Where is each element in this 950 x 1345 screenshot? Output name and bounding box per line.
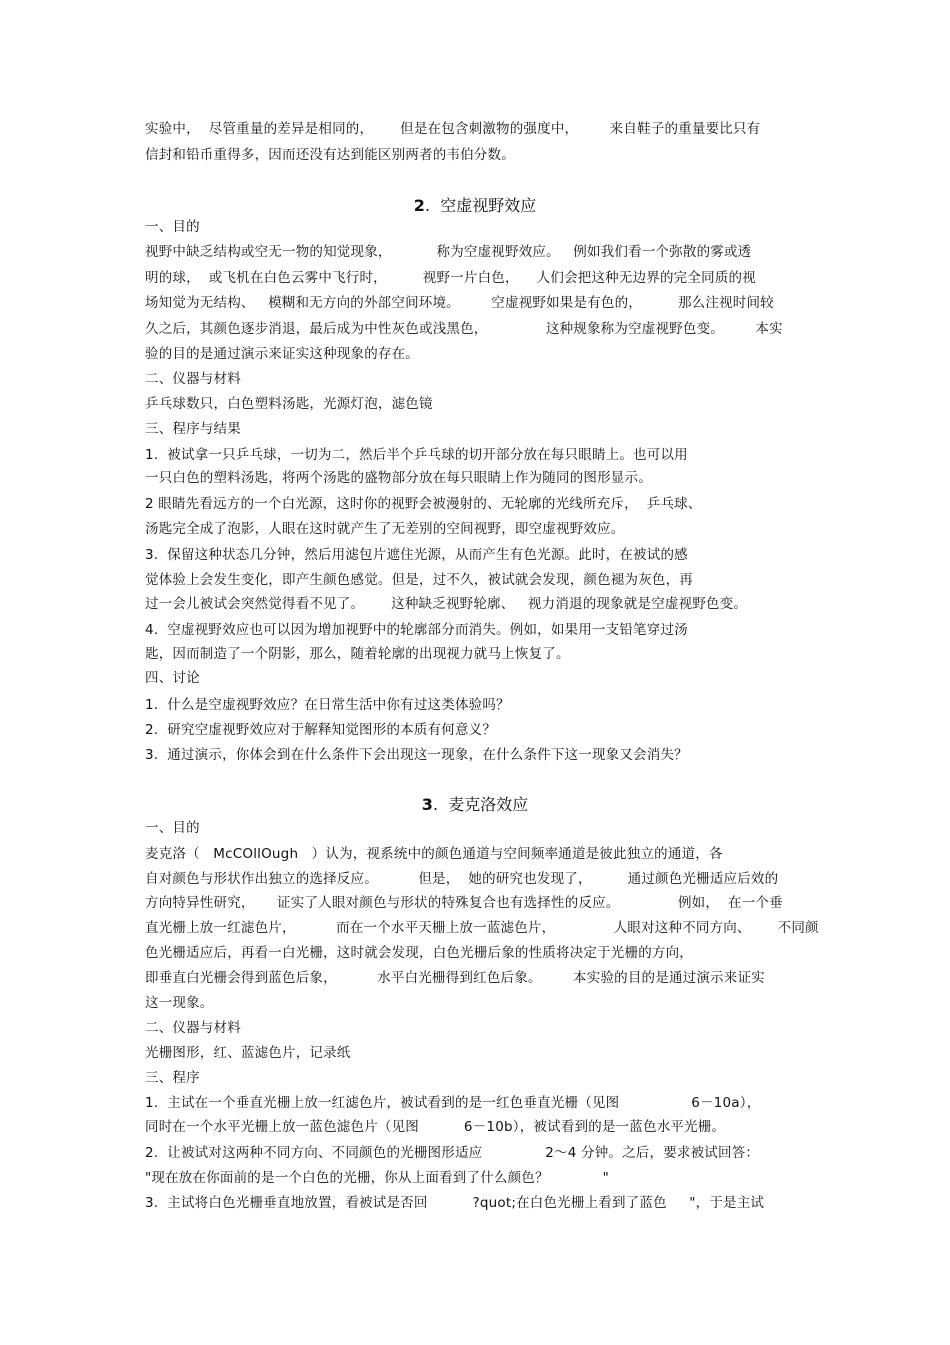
section-title-text: . 空虚视野效应 xyxy=(424,196,537,215)
intro-line: 信封和铅币重得多，因而还没有达到能区别两者的韦伯分数。 xyxy=(145,147,515,163)
heading-equipment: 二、仪器与材料 xyxy=(145,371,241,387)
heading-equipment: 二、仪器与材料 xyxy=(145,1020,241,1036)
paragraph-line: 久之后，其颜色逐步消退，最后成为中性灰色或浅黑色， 这种规象称为空虚视野色变。 本实 xyxy=(145,321,783,337)
equipment-list: 乒乓球数只，白色塑料汤匙，光源灯泡，滤色镜 xyxy=(145,396,433,412)
discussion-item: 1. 什么是空虚视野效应？在日常生活中你有过这类体验吗？ xyxy=(145,697,510,713)
procedure-line: 1. 被试拿一只乒乓球，一切为二，然后半个乒乓球的切开部分放在每只眼睛上。也可以用 xyxy=(145,447,688,463)
section-2-title xyxy=(0,196,950,216)
paragraph-line: 视野中缺乏结构或空无一物的知觉现象， 称为空虚视野效应。 例如我们看一个弥散的雾或透 xyxy=(145,244,752,260)
paragraph-line: 场知觉为无结构、 模糊和无方向的外部空间环境。 空虚视野如果是有色的， 那么注视时间较 xyxy=(145,295,774,311)
procedure-line: 觉体验上会发生变化，即产生颜色感觉。但是，过不久，被试就会发现，颜色褪为灰色，再 xyxy=(145,572,693,588)
section-3-title xyxy=(0,795,950,815)
heading-procedure: 三、程序与结果 xyxy=(145,421,241,437)
section-number: 2 xyxy=(413,196,425,215)
paragraph-line: 明的球， 或飞机在白色云雾中飞行时， 视野一片白色， 人们会把这种无边界的完全同质的视 xyxy=(145,270,756,286)
procedure-line: 1. 主试在一个垂直光栅上放一红滤色片，被试看到的是一红色垂直光栅（见图 6－10a）， xyxy=(145,1095,761,1111)
heading-procedure: 三、程序 xyxy=(145,1070,200,1086)
paragraph-line: 直光栅上放一红滤色片， 而在一个水平天栅上放一蓝滤色片， 人眼对这种不同方向、 不同颜 xyxy=(145,920,819,936)
procedure-line: "现在放在你面前的是一个白色的光栅，你从上面看到了什么颜色？ " xyxy=(145,1170,610,1186)
procedure-line: 3. 主试将白色光栅垂直地放置，看被试是否回 ?quot;在白色光栅上看到了蓝色 "，于是主试 xyxy=(145,1195,765,1211)
procedure-line: 汤匙完全成了泡影，人眼在这时就产生了无差别的空间视野，即空虚视野效应。 xyxy=(145,521,625,537)
procedure-line: 2. 让被试对这两种不同方向、不同颜色的光栅图形适应 2～4 分钟。之后，要求被试回答： xyxy=(145,1145,760,1161)
heading-discussion: 四、讨论 xyxy=(145,670,200,686)
procedure-line: 3. 保留这种状态几分钟，然后用滤包片遮住光源，从而产生有色光源。此时，在被试的感 xyxy=(145,547,688,563)
section-title-text: . 麦克洛效应 xyxy=(432,795,529,814)
paragraph-line: 这一现象。 xyxy=(145,995,214,1011)
heading-goal: 一、目的 xyxy=(145,219,200,235)
discussion-item: 2. 研究空虚视野效应对于解释知觉图形的本质有何意义？ xyxy=(145,722,497,738)
procedure-line: 匙，因而制造了一个阴影，那么，随着轮廓的出现视力就马上恢复了。 xyxy=(145,646,570,662)
heading-goal: 一、目的 xyxy=(145,820,200,836)
intro-line: 实验中， 尽管重量的差异是相同的， 但是在包含刺激物的强度中， 来自鞋子的重量要比只有 xyxy=(145,121,761,137)
paragraph-line: 麦克洛（ McCOllOugh ）认为，视系统中的颜色通道与空间频率通道是彼此独立的通道，各 xyxy=(145,846,723,862)
discussion-item: 3. 通过演示，你体会到在什么条件下会出现这一现象，在什么条件下这一现象又会消失？ xyxy=(145,747,688,763)
procedure-line: 过一会儿被试会突然觉得看不见了。 这种缺乏视野轮廓、 视力消退的现象就是空虚视野色变。 xyxy=(145,596,748,612)
equipment-list: 光栅图形，红、蓝滤色片，记录纸 xyxy=(145,1045,351,1061)
paragraph-line: 色光栅适应后，再看一白光栅，这时就会发现，白色光栅后象的性质将决定于光栅的方向， xyxy=(145,945,693,961)
paragraph-line: 方向特异性研究， 证实了人眼对颜色与形状的特殊复合也有选择性的反应。 例如， 在一个垂 xyxy=(145,895,783,911)
procedure-line: 4. 空虚视野效应也可以因为增加视野中的轮廓部分而消失。例如，如果用一支铅笔穿过汤 xyxy=(145,622,688,638)
paragraph-line: 自对颜色与形状作出独立的选择反应。 但是， 她的研究也发现了， 通过颜色光栅适应后效的 xyxy=(145,871,779,887)
procedure-line: 一只白色的塑料汤匙，将两个汤匙的盛物部分放在每只眼睛上作为随同的图形显示。 xyxy=(145,470,652,486)
paragraph-line: 即垂直白光栅会得到蓝色后象， 水平白光栅得到红色后象。 本实验的目的是通过演示来证实 xyxy=(145,970,765,986)
procedure-line: 2 眼睛先看远方的一个白光源，这时你的视野会被漫射的、无轮廓的光线所充斥， 乒乓球、 xyxy=(145,496,702,512)
section-number: 3 xyxy=(421,795,433,814)
paragraph-line: 验的目的是通过演示来证实这种现象的存在。 xyxy=(145,346,419,362)
procedure-line: 同时在一个水平光栅上放一蓝色滤色片（见图 6－10b），被试看到的是一蓝色水平光栅。 xyxy=(145,1119,726,1135)
